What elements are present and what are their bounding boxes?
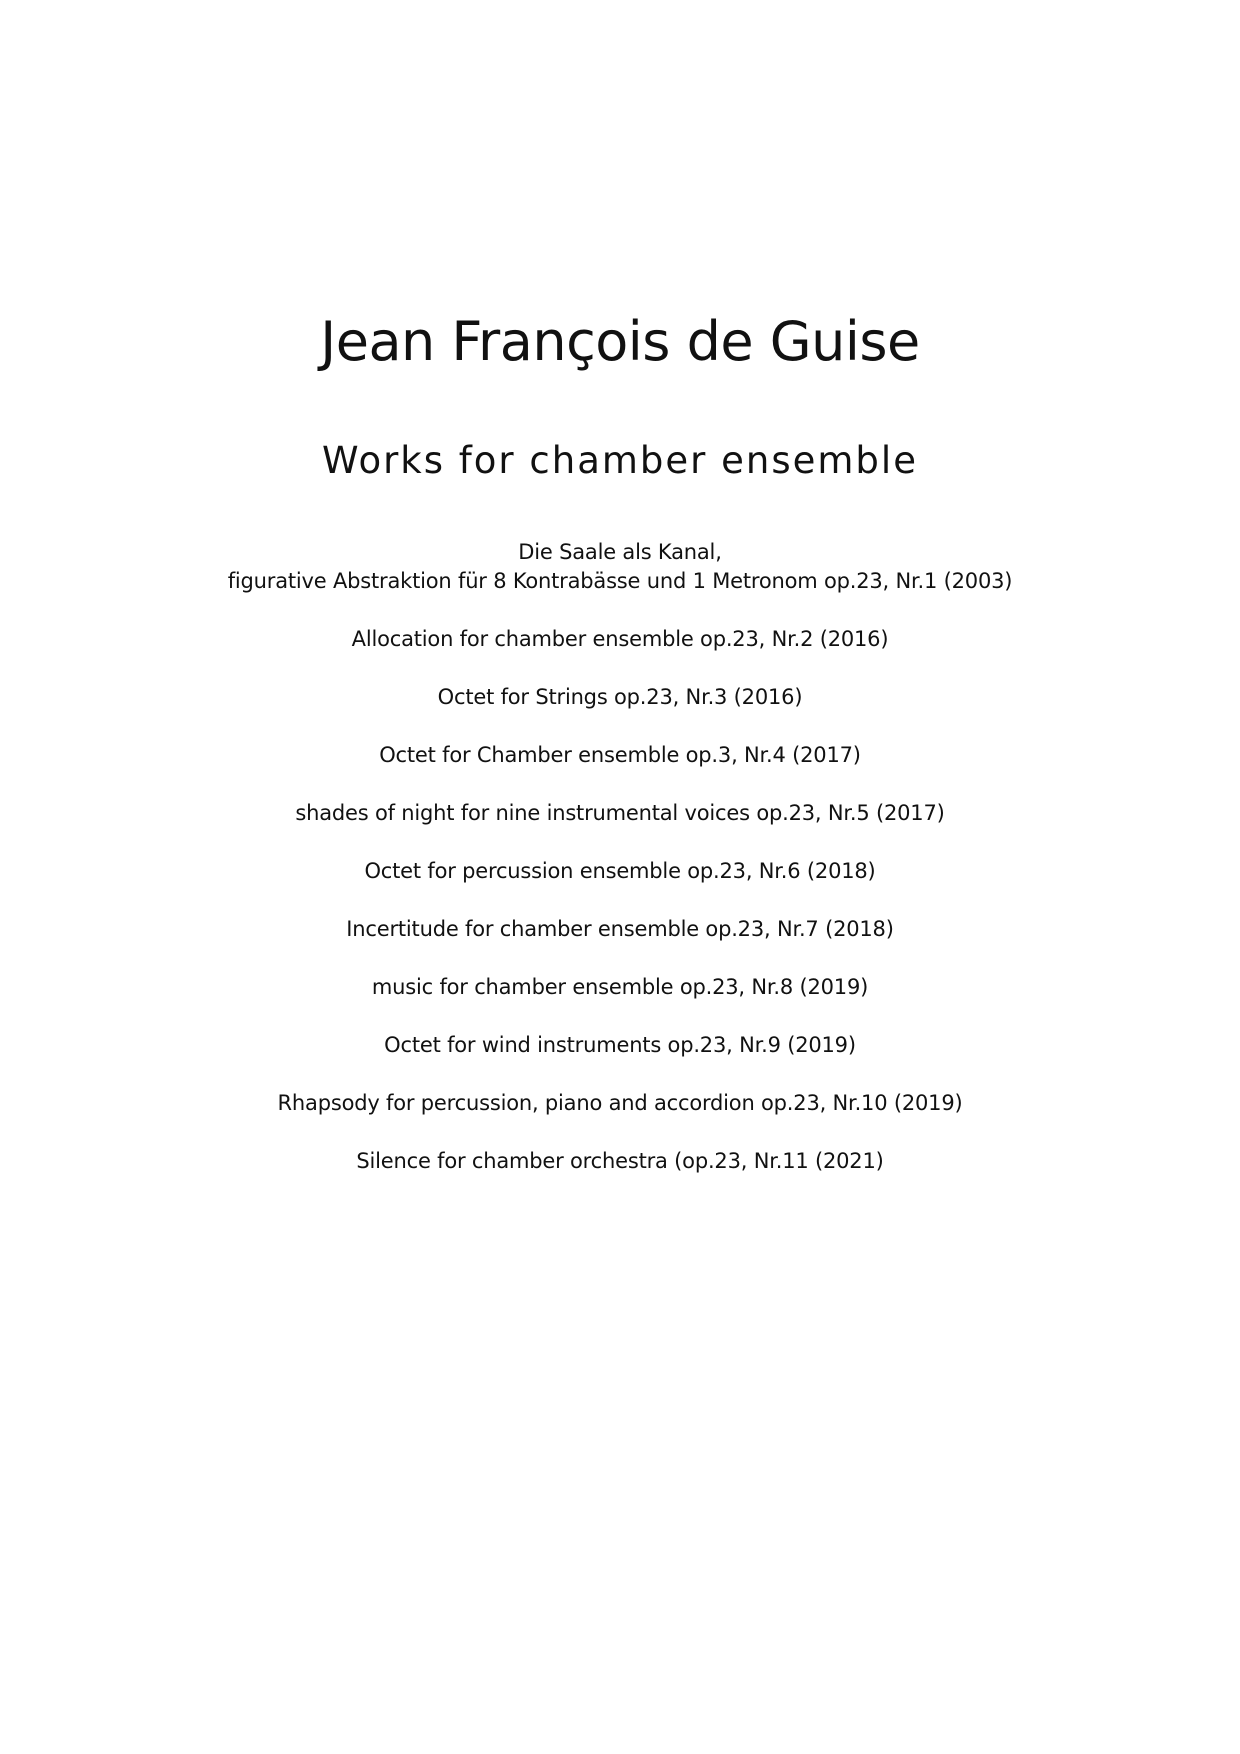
work-item [0, 1031, 1240, 1060]
work-title-line: Silence for chamber orchestra (op.23, Nr.11 (2021) [356, 1149, 884, 1173]
work-item [0, 683, 1240, 712]
work-title-line: Octet for Chamber ensemble op.3, Nr.4 (2017) [379, 743, 861, 767]
work-title-line: shades of night for nine instrumental voices op.23, Nr.5 (2017) [295, 801, 945, 825]
work-item [0, 625, 1240, 654]
work-title-line: Rhapsody for percussion, piano and accordion op.23, Nr.10 (2019) [277, 1091, 963, 1115]
work-item [0, 1147, 1240, 1176]
document-subtitle: Works for chamber ensemble [322, 439, 918, 482]
work-item [0, 915, 1240, 944]
work-title-line: Incertitude for chamber ensemble op.23, Nr.7 (2018) [346, 917, 894, 941]
work-title-line: Octet for wind instruments op.23, Nr.9 (2019) [384, 1033, 856, 1057]
work-title-line: figurative Abstraktion für 8 Kontrabässe und 1 Metronom op.23, Nr.1 (2003) [227, 569, 1013, 593]
work-item [0, 1089, 1240, 1118]
work-item [0, 973, 1240, 1002]
work-title-line: music for chamber ensemble op.23, Nr.8 (2019) [371, 975, 869, 999]
work-title-line: Die Saale als Kanal, [518, 540, 722, 564]
composer-name: Jean François de Guise [320, 310, 920, 373]
work-item [0, 741, 1240, 770]
work-title-line: Octet for percussion ensemble op.23, Nr.6 (2018) [364, 859, 876, 883]
work-title-line: Allocation for chamber ensemble op.23, Nr.2 (2016) [351, 627, 889, 651]
work-item [0, 538, 1240, 596]
work-item [0, 857, 1240, 886]
work-item [0, 799, 1240, 828]
work-title-line: Octet for Strings op.23, Nr.3 (2016) [437, 685, 803, 709]
works-list [0, 538, 1240, 1205]
